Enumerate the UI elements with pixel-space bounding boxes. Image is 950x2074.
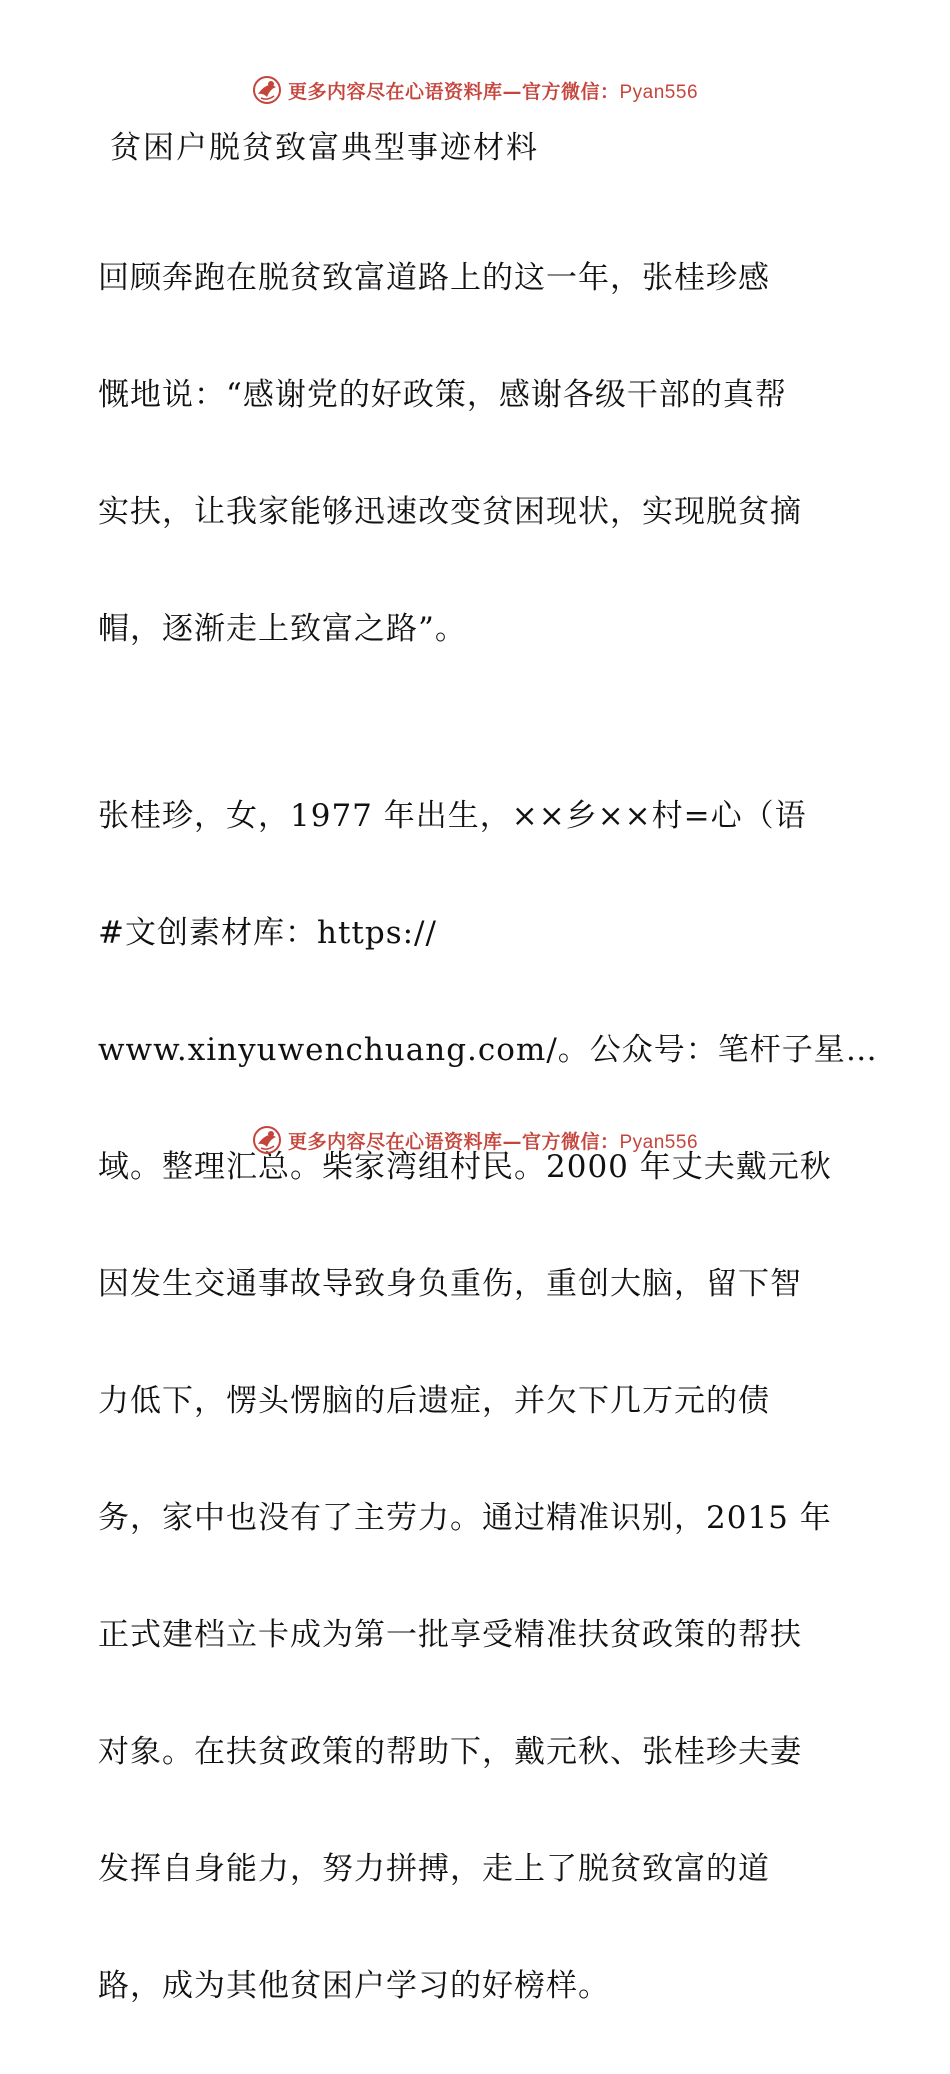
paragraph-line: 发挥自身能力，努力拼搏，走上了脱贫致富的道 xyxy=(98,1840,858,1899)
hat-flower-logo-icon xyxy=(252,75,282,105)
paragraph-line: 因发生交通事故导致身负重伤，重创大脑，留下智 xyxy=(98,1255,858,1314)
footer-banner xyxy=(0,1118,950,1162)
paragraph-line: 回顾奔跑在脱贫致富道路上的这一年，张桂珍感 xyxy=(98,249,858,308)
paragraph-line: 力低下，愣头愣脑的后遗症，并欠下几万元的债 xyxy=(98,1372,858,1431)
paragraph-line: #文创素材库：https:// xyxy=(98,904,858,963)
document-title: 贫困户脱贫致富典型事迹材料 xyxy=(110,118,858,178)
paragraph-line: 帽，逐渐走上致富之路”。 xyxy=(98,600,858,659)
banner-text xyxy=(288,77,698,104)
paragraph-1 xyxy=(98,190,858,717)
paragraph-line: 对象。在扶贫政策的帮助下，戴元秋、张桂珍夫妻 xyxy=(98,1723,858,1782)
paragraph-line: 务，家中也没有了主劳力。通过精准识别，2015 年 xyxy=(98,1489,858,1548)
paragraph-line: 域。整理汇总。柴家湾组村民。2000 年丈夫戴元秋 xyxy=(98,1138,858,1197)
paragraph-2 xyxy=(98,729,858,2074)
document-body xyxy=(98,118,858,2074)
paragraph-line: 慨地说：“感谢党的好政策，感谢各级干部的真帮 xyxy=(98,366,858,425)
banner-wechat-id: Pyan556 xyxy=(620,82,699,103)
header-banner xyxy=(0,68,950,112)
hat-flower-logo-icon xyxy=(252,1125,282,1155)
banner-label: 更多内容尽在心语资料库—官方微信： xyxy=(288,1131,620,1153)
paragraph-line: 正式建档立卡成为第一批享受精准扶贫政策的帮扶 xyxy=(98,1606,858,1665)
paragraph-line: www.xinyuwenchuang.com/。公众号：笔杆子星… xyxy=(98,1021,858,1080)
banner-wechat-id: Pyan556 xyxy=(620,1132,699,1153)
paragraph-line: 路，成为其他贫困户学习的好榜样。 xyxy=(98,1957,858,2016)
banner-label: 更多内容尽在心语资料库—官方微信： xyxy=(288,81,620,103)
paragraph-line: 张桂珍，女，1977 年出生，××乡××村=心（语 xyxy=(98,787,858,846)
banner-text xyxy=(288,1127,698,1154)
paragraph-line: 实扶，让我家能够迅速改变贫困现状，实现脱贫摘 xyxy=(98,483,858,542)
